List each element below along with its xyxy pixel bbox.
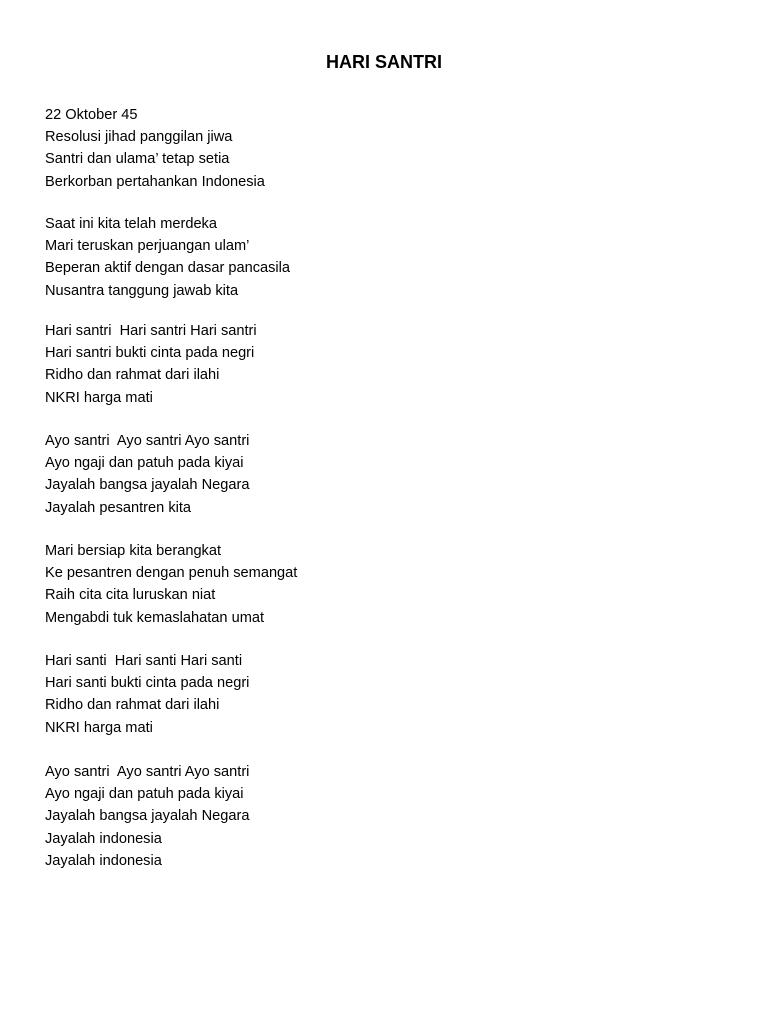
stanza-6 xyxy=(45,650,249,739)
stanza-5 xyxy=(45,540,297,629)
document-title: HARI SANTRI xyxy=(326,52,442,72)
lyric-line: Ridho dan rahmat dari ilahi xyxy=(45,367,220,384)
lyric-line: NKRI harga mati xyxy=(45,389,153,406)
stanza-7 xyxy=(45,761,249,872)
lyric-line: Hari santri Hari santri Hari santri xyxy=(45,323,257,339)
stanza-3 xyxy=(45,320,257,409)
stanza-1 xyxy=(45,104,265,193)
lyric-line: Ayo santri Ayo santri Ayo santri xyxy=(45,764,250,780)
lyric-line: Berkorban pertahankan Indonesia xyxy=(45,173,265,190)
lyric-line: Jayalah pesantren kita xyxy=(45,499,192,516)
lyric-line: Ke pesantren dengan penuh semangat xyxy=(45,565,298,582)
lyric-line: Jayalah indonesia xyxy=(45,830,162,847)
lyric-line: Raih cita cita luruskan niat xyxy=(45,587,216,604)
lyric-line: Mari bersiap kita berangkat xyxy=(45,543,222,559)
lyric-line: Ayo santri Ayo santri Ayo santri xyxy=(45,433,250,449)
lyric-line: Mari teruskan perjuangan ulam’ xyxy=(45,238,250,255)
lyric-line: Ridho dan rahmat dari ilahi xyxy=(45,697,220,714)
lyric-line: Jayalah bangsa jayalah Negara xyxy=(45,808,250,825)
lyric-line: 22 Oktober 45 xyxy=(45,107,138,123)
lyric-line: Jayalah bangsa jayalah Negara xyxy=(45,477,250,494)
stanza-4 xyxy=(45,430,249,519)
lyric-line: Hari santri bukti cinta pada negri xyxy=(45,345,255,362)
lyric-line: Mengabdi tuk kemaslahatan umat xyxy=(45,609,265,626)
lyric-line: NKRI harga mati xyxy=(45,719,153,736)
lyric-line: Ayo ngaji dan patuh pada kiyai xyxy=(45,786,244,803)
lyric-line: Beperan aktif dengan dasar pancasila xyxy=(45,260,291,277)
lyric-line: Hari santi Hari santi Hari santi xyxy=(45,653,243,669)
lyric-line: Hari santi bukti cinta pada negri xyxy=(45,675,250,692)
stanza-2 xyxy=(45,213,290,302)
lyric-line: Saat ini kita telah merdeka xyxy=(45,216,217,232)
lyric-line: Jayalah indonesia xyxy=(45,852,162,869)
lyric-line: Nusantra tanggung jawab kita xyxy=(45,282,239,299)
lyric-line: Santri dan ulama’ tetap setia xyxy=(45,151,230,168)
lyric-line: Resolusi jihad panggilan jiwa xyxy=(45,129,233,146)
lyric-line: Ayo ngaji dan patuh pada kiyai xyxy=(45,455,244,472)
